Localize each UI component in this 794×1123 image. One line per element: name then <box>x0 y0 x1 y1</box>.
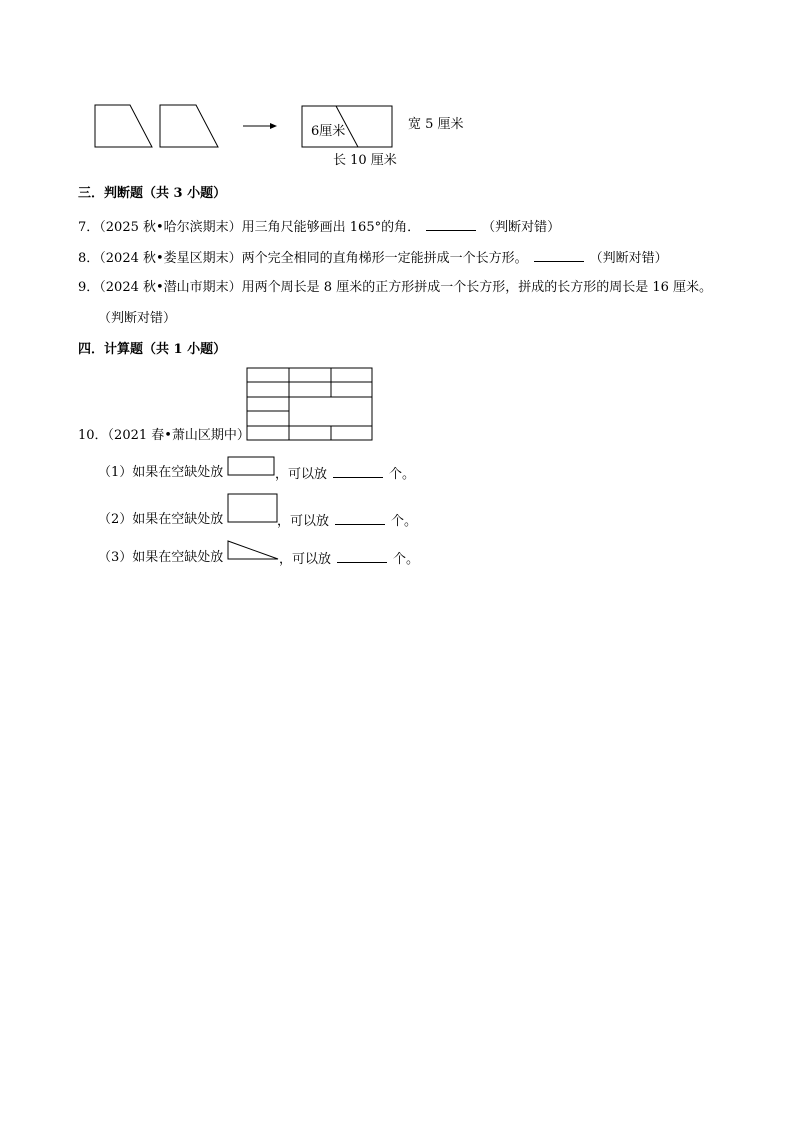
q10-item-1-answer: ，可以放 个。 <box>275 467 416 482</box>
q10-item-3-answer: ，可以放 个。 <box>279 552 420 567</box>
q10-item-3-lead: （3）如果在空缺处放 <box>98 550 224 565</box>
q10-item-2-lead: （2）如果在空缺处放 <box>98 512 224 527</box>
label-length: 长 10 厘米 <box>333 153 397 168</box>
q10-item-1-lead: （1）如果在空缺处放 <box>98 465 224 480</box>
question-9-line1: 9．（2024 秋•潜山市期末）用两个周长是 8 厘米的正方形拼成一个长方形，拼成的长方形的周长是 16 厘米。 <box>78 280 712 295</box>
q8-suffix: （判断对错） <box>589 251 668 266</box>
label-6cm: 6厘米 <box>311 124 346 139</box>
q8-text: 8．（2024 秋•娄星区期末）两个完全相同的直角梯形一定能拼成一个长方形。 <box>78 251 528 266</box>
q10-item-2-answer: ，可以放 个。 <box>277 514 418 529</box>
q7-text: 7．（2025 秋•哈尔滨期末）用三角尺能够画出 165°的角． <box>78 220 421 235</box>
label-width: 宽 5 厘米 <box>408 117 464 132</box>
question-10: 10．（2021 春•萧山区期中） <box>78 428 250 443</box>
q7-suffix: （判断对错） <box>482 220 561 235</box>
section-3-heading: 三．判断题（共 3 小题） <box>78 186 227 201</box>
question-9-line2: （判断对错） <box>98 311 177 326</box>
q10-item-3-blank[interactable] <box>337 550 387 563</box>
section-4-heading: 四．计算题（共 1 小题） <box>78 342 227 357</box>
